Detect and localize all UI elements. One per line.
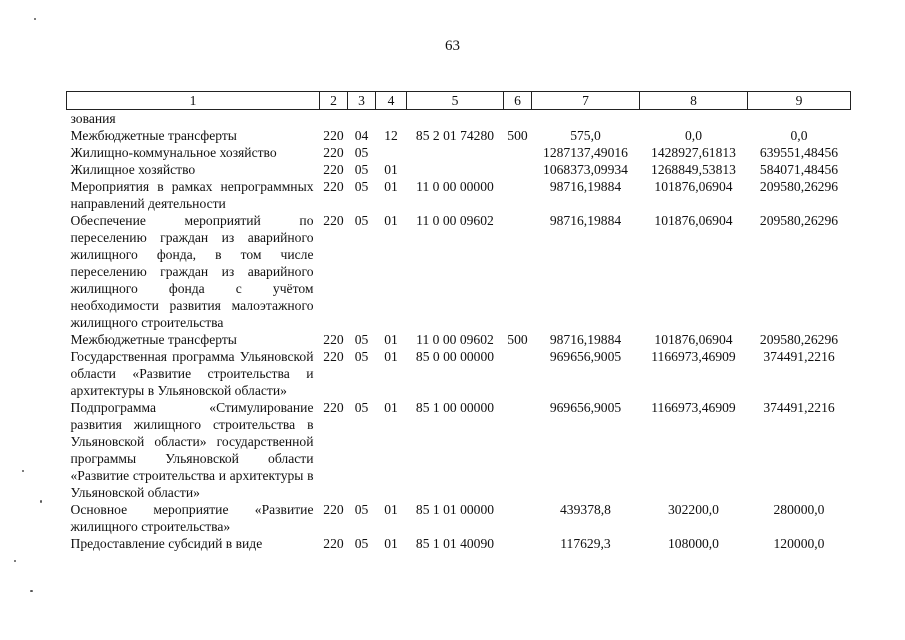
header-cell-1: 1	[67, 92, 320, 110]
cell-value-8: 0,0	[685, 128, 702, 143]
cell-rz: 05	[354, 213, 369, 228]
scan-speck	[30, 590, 33, 592]
header-cell-9: 9	[748, 92, 851, 110]
table-row	[67, 127, 851, 144]
cell-value-7: 98716,19884	[549, 179, 622, 194]
cell-rz	[348, 110, 376, 128]
table-body	[67, 110, 851, 553]
cell-ved: 220	[323, 128, 344, 143]
cell-rz: 05	[354, 162, 369, 177]
cell-ved: 220	[323, 213, 344, 228]
cell-value-9: 209580,26296	[759, 179, 839, 194]
cell-value-7: 1068373,09934	[543, 162, 628, 177]
table-row	[67, 110, 851, 128]
budget-table	[66, 91, 851, 552]
cell-ved	[320, 110, 348, 128]
table-row	[67, 399, 851, 501]
cell-csr: 85 2 01 74280	[415, 128, 495, 143]
cell-name: Предоставление субсидий в виде	[70, 536, 263, 551]
cell-name: Обеспечение мероприятий по переселению граждан из аварийного жилищного фонда, в том числе переселению граждан из аварийного жилищного фонда с учётом необходимости развития малоэтажного жилищного строительства	[70, 213, 314, 330]
cell-csr: 85 1 01 00000	[415, 502, 495, 517]
cell-ved: 220	[323, 502, 344, 517]
cell-pr: 01	[384, 213, 398, 228]
cell-value-8: 1166973,46909	[651, 349, 736, 364]
table-row	[67, 348, 851, 399]
cell-csr: 11 0 00 09602	[416, 332, 494, 347]
cell-vr	[504, 144, 532, 161]
cell-value-8: 101876,06904	[654, 332, 733, 347]
cell-name: зования	[70, 111, 116, 126]
header-cell-3: 3	[348, 92, 376, 110]
cell-rz: 05	[354, 536, 369, 551]
cell-rz: 05	[354, 349, 369, 364]
cell-rz: 05	[354, 145, 369, 160]
table-row	[67, 535, 851, 552]
cell-csr: 11 0 00 09602	[416, 213, 494, 228]
cell-value-8: 1428927,61813	[651, 145, 736, 160]
header-cell-7: 7	[532, 92, 640, 110]
cell-value-8	[640, 110, 748, 128]
cell-name: Подпрограмма «Стимулирование развития жилищного строительства в Ульяновской области» государственной программы Ульяновской области «Развитие строительства и архитектуры в Ульяновской области»	[70, 400, 314, 500]
cell-pr: 01	[384, 536, 398, 551]
cell-value-8: 302200,0	[668, 502, 719, 517]
cell-csr	[407, 110, 504, 128]
cell-ved: 220	[323, 162, 344, 177]
cell-ved: 220	[323, 349, 344, 364]
cell-value-9: 120000,0	[773, 536, 825, 551]
header-cell-5: 5	[407, 92, 504, 110]
header-cell-8: 8	[640, 92, 748, 110]
cell-value-8: 101876,06904	[654, 179, 733, 194]
cell-value-8: 1268849,53813	[651, 162, 736, 177]
cell-rz: 05	[354, 502, 369, 517]
table-header-row	[67, 92, 851, 110]
cell-vr	[504, 161, 532, 178]
cell-value-7: 969656,9005	[549, 400, 622, 415]
cell-vr	[504, 110, 532, 128]
cell-rz: 05	[354, 179, 369, 194]
cell-pr: 01	[384, 400, 398, 415]
cell-pr: 12	[384, 128, 398, 143]
scan-speck	[40, 500, 42, 503]
cell-value-7: 98716,19884	[549, 332, 622, 347]
cell-csr	[407, 161, 504, 178]
table-row	[67, 331, 851, 348]
cell-value-7: 969656,9005	[549, 349, 622, 364]
cell-value-7	[532, 110, 640, 128]
cell-value-7: 1287137,49016	[543, 145, 628, 160]
cell-value-7: 575,0	[570, 128, 601, 143]
cell-vr	[504, 501, 532, 535]
table-row	[67, 212, 851, 331]
cell-vr	[504, 178, 532, 212]
cell-csr	[407, 144, 504, 161]
cell-rz: 05	[354, 400, 369, 415]
cell-value-9: 374491,2216	[763, 349, 835, 364]
cell-rz: 04	[354, 128, 369, 143]
cell-value-9: 209580,26296	[759, 332, 839, 347]
cell-vr	[504, 348, 532, 399]
header-cell-4: 4	[376, 92, 407, 110]
cell-pr: 01	[384, 349, 398, 364]
scan-speck	[14, 560, 16, 562]
header-cell-6: 6	[504, 92, 532, 110]
cell-value-9: 374491,2216	[763, 400, 835, 415]
cell-pr: 01	[384, 332, 398, 347]
cell-csr: 85 1 01 40090	[415, 536, 495, 551]
cell-pr	[376, 144, 407, 161]
cell-pr: 01	[384, 179, 398, 194]
cell-ved: 220	[323, 332, 344, 347]
cell-name: Государственная программа Ульяновской области «Развитие строительства и архитектуры в Ульяновской области»	[70, 349, 314, 398]
table-row	[67, 178, 851, 212]
cell-value-9: 639551,48456	[759, 145, 839, 160]
scan-speck	[34, 18, 36, 20]
table-row	[67, 501, 851, 535]
table-row	[67, 161, 851, 178]
cell-csr: 85 1 00 00000	[415, 400, 495, 415]
cell-value-9: 280000,0	[773, 502, 825, 517]
cell-vr	[504, 535, 532, 552]
table-row	[67, 144, 851, 161]
cell-ved: 220	[323, 145, 344, 160]
cell-value-9	[748, 110, 851, 128]
cell-value-7: 439378,8	[560, 502, 611, 517]
cell-value-8: 101876,06904	[654, 213, 733, 228]
cell-value-9: 584071,48456	[759, 162, 839, 177]
cell-vr: 500	[507, 332, 528, 347]
cell-csr: 11 0 00 00000	[416, 179, 494, 194]
cell-name: Межбюджетные трансферты	[70, 332, 237, 347]
cell-vr	[504, 399, 532, 501]
cell-ved: 220	[323, 400, 344, 415]
scan-speck	[22, 470, 24, 472]
header-cell-2: 2	[320, 92, 348, 110]
cell-value-8: 108000,0	[668, 536, 719, 551]
cell-name: Основное мероприятие «Развитие жилищного строительства»	[70, 502, 314, 534]
cell-value-9: 209580,26296	[759, 213, 839, 228]
cell-vr	[504, 212, 532, 331]
cell-value-7: 117629,3	[560, 536, 611, 551]
cell-name: Жилищное хозяйство	[70, 162, 196, 177]
page-number: 63	[445, 38, 460, 54]
cell-value-9: 0,0	[790, 128, 808, 143]
cell-pr: 01	[384, 502, 398, 517]
cell-name: Жилищно-коммунальное хозяйство	[70, 145, 277, 160]
cell-value-8: 1166973,46909	[651, 400, 736, 415]
cell-ved: 220	[323, 179, 344, 194]
cell-rz: 05	[354, 332, 369, 347]
cell-pr: 01	[384, 162, 398, 177]
cell-name: Межбюджетные трансферты	[70, 128, 237, 143]
cell-value-7: 98716,19884	[549, 213, 622, 228]
cell-name: Мероприятия в рамках непрограммных направлений деятельности	[70, 179, 314, 211]
cell-ved: 220	[323, 536, 344, 551]
cell-csr: 85 0 00 00000	[415, 349, 495, 364]
cell-vr: 500	[507, 128, 528, 143]
cell-pr	[376, 110, 407, 128]
